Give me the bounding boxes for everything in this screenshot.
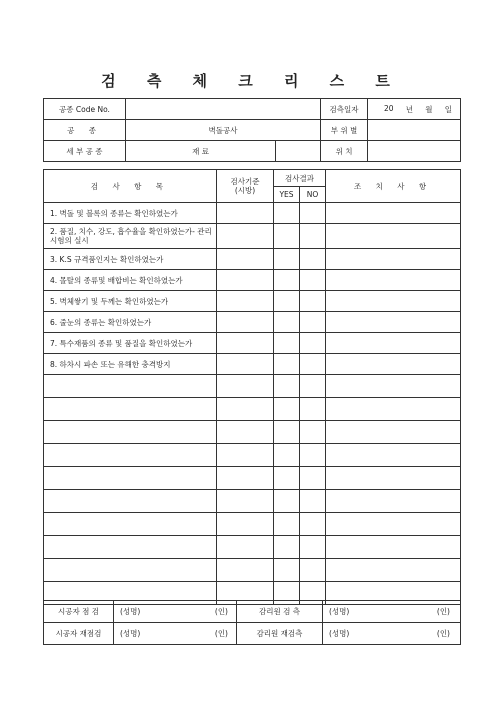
yes-cell[interactable] [274,354,300,375]
action-cell[interactable] [326,421,461,444]
code-value[interactable] [126,99,321,120]
action-cell[interactable] [326,312,461,333]
check-item-cell [44,444,217,467]
action-cell[interactable] [326,444,461,467]
standard-cell[interactable] [217,203,274,224]
table-row [44,203,461,224]
table-row [44,270,461,291]
check-item-cell [44,375,217,398]
info-table [43,98,461,162]
yes-cell[interactable] [274,249,300,270]
header-check-item: 검 사 항 목 [44,170,217,203]
header-standard-line2: (시방) [234,186,256,195]
check-item-cell [44,467,217,490]
action-cell[interactable] [326,203,461,224]
part-value[interactable] [368,120,461,141]
seal-label: (인) [436,629,450,638]
no-cell[interactable] [300,559,326,582]
seal-label: (인) [214,629,228,638]
table-row [44,490,461,513]
check-item-cell [44,421,217,444]
header-no: NO [300,187,326,203]
contractor-reinspect-sign[interactable] [114,623,237,645]
check-item-cell [44,513,217,536]
yes-cell[interactable] [274,291,300,312]
table-row [44,513,461,536]
action-cell[interactable] [326,270,461,291]
date-year-unit: 년 [405,104,414,114]
sign-name-label: (성명) [120,607,141,616]
standard-cell[interactable] [217,249,274,270]
standard-cell[interactable] [217,333,274,354]
no-cell[interactable] [300,421,326,444]
check-item-cell [44,536,217,559]
standard-cell[interactable] [217,559,274,582]
no-cell[interactable] [300,224,326,249]
work-label: 공 종 [44,120,126,141]
page-title: 검 측 체 크 리 스 트 [101,72,403,90]
date-label: 검측일자 [321,99,368,120]
action-cell[interactable] [326,333,461,354]
yes-cell[interactable] [274,203,300,224]
header-action: 조 치 사 항 [326,170,461,203]
check-item-cell: 2. 품질, 치수, 강도, 흡수율을 확인하였는가- 관리시험의 실시 [44,224,217,249]
contractor-reinspect-label: 시공자 재점검 [44,623,114,645]
sign-name-label: (성명) [329,607,350,616]
date-value[interactable] [368,99,461,120]
code-label: 공종 Code No. [44,99,126,120]
date-month-unit: 월 [425,104,433,114]
table-row [44,354,461,375]
no-cell[interactable] [300,513,326,536]
check-item-cell: 1. 벽돌 및 블록의 종류는 확인하였는가 [44,203,217,224]
standard-cell[interactable] [217,513,274,536]
action-cell[interactable] [326,398,461,421]
no-cell[interactable] [300,249,326,270]
signature-table [43,600,461,645]
supervisor-inspect-sign[interactable] [323,601,461,623]
table-row [44,375,461,398]
action-cell[interactable] [326,490,461,513]
no-cell[interactable] [300,312,326,333]
yes-cell[interactable] [274,312,300,333]
standard-cell[interactable] [217,291,274,312]
header-yes: YES [274,187,300,203]
check-item-cell: 4. 몰탈의 종류및 배합비는 확인하였는가 [44,270,217,291]
yes-cell[interactable] [274,333,300,354]
yes-cell[interactable] [274,421,300,444]
table-row [44,444,461,467]
check-item-cell [44,490,217,513]
no-cell[interactable] [300,490,326,513]
yes-cell[interactable] [274,467,300,490]
standard-cell[interactable] [217,224,274,249]
standard-cell[interactable] [217,270,274,291]
header-standard [217,170,274,203]
supervisor-reinspect-sign[interactable] [323,623,461,645]
action-cell[interactable] [326,559,461,582]
no-cell[interactable] [300,291,326,312]
yes-cell[interactable] [274,375,300,398]
action-cell[interactable] [326,224,461,249]
checklist-table [43,169,461,605]
action-cell[interactable] [326,467,461,490]
sub-work-label: 세 부 공 종 [44,141,126,162]
no-cell[interactable] [300,333,326,354]
contractor-inspect-label: 시공자 점 검 [44,601,114,623]
table-row [44,559,461,582]
action-cell[interactable] [326,249,461,270]
table-row [44,467,461,490]
seal-label: (인) [214,607,228,616]
seal-label: (인) [436,607,450,616]
check-item-cell: 7. 특수재품의 종류 및 품질을 확인하였는가 [44,333,217,354]
standard-cell[interactable] [217,354,274,375]
yes-cell[interactable] [274,224,300,249]
contractor-inspect-sign[interactable] [114,601,237,623]
work-value[interactable]: 벽돌공사 [126,120,321,141]
no-cell[interactable] [300,467,326,490]
standard-cell[interactable] [217,375,274,398]
yes-cell[interactable] [274,398,300,421]
table-row [44,398,461,421]
standard-cell[interactable] [217,312,274,333]
check-item-cell [44,398,217,421]
check-item-cell [44,559,217,582]
standard-cell[interactable] [217,490,274,513]
supervisor-reinspect-label: 감리원 재검측 [237,623,323,645]
no-cell[interactable] [300,444,326,467]
no-cell[interactable] [300,398,326,421]
material-value[interactable] [276,141,321,162]
no-cell[interactable] [300,270,326,291]
supervisor-inspect-label: 감리원 검 측 [237,601,323,623]
check-item-cell: 6. 줄눈의 종류는 확인하였는가 [44,312,217,333]
action-cell[interactable] [326,354,461,375]
table-row [44,249,461,270]
action-cell[interactable] [326,375,461,398]
standard-cell[interactable] [217,467,274,490]
check-item-cell: 3. K.S 규격품인지는 확인하였는가 [44,249,217,270]
yes-cell[interactable] [274,536,300,559]
date-day-unit: 일 [444,104,452,114]
check-item-cell: 5. 벽체쌓기 및 두께는 확인하였는가 [44,291,217,312]
yes-cell[interactable] [274,559,300,582]
table-row [44,421,461,444]
yes-cell[interactable] [274,513,300,536]
yes-cell[interactable] [274,270,300,291]
action-cell[interactable] [326,536,461,559]
action-cell[interactable] [326,513,461,536]
no-cell[interactable] [300,536,326,559]
material-label: 재 료 [126,141,276,162]
location-label: 위 치 [321,141,368,162]
action-cell[interactable] [326,291,461,312]
table-row [44,312,461,333]
yes-cell[interactable] [274,490,300,513]
header-standard-line1: 검사기준 [230,177,260,186]
yes-cell[interactable] [274,444,300,467]
no-cell[interactable] [300,203,326,224]
table-row [44,536,461,559]
no-cell[interactable] [300,375,326,398]
sign-name-label: (성명) [120,629,141,638]
standard-cell[interactable] [217,536,274,559]
table-row [44,291,461,312]
standard-cell[interactable] [217,421,274,444]
standard-cell[interactable] [217,444,274,467]
header-result: 검사결과 [274,170,326,187]
sign-name-label: (성명) [329,629,350,638]
part-label: 부 위 별 [321,120,368,141]
date-year: 20 [384,103,394,113]
standard-cell[interactable] [217,398,274,421]
table-row [44,333,461,354]
check-item-cell: 8. 하차시 파손 또는 유해한 충격방지 [44,354,217,375]
table-row [44,224,461,249]
no-cell[interactable] [300,354,326,375]
location-value[interactable] [368,141,461,162]
